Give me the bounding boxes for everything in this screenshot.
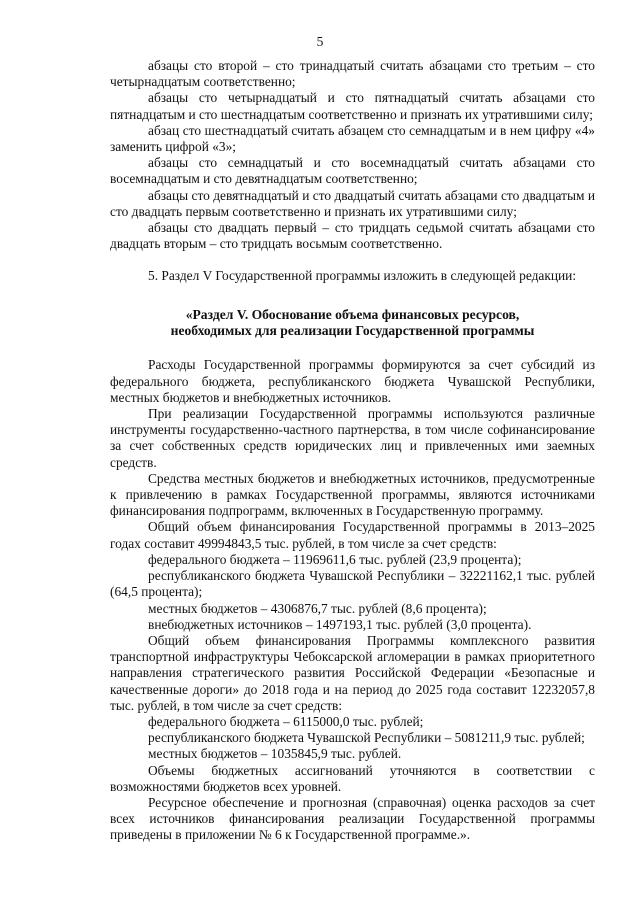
paragraph: Средства местных бюджетов и внебюджетных источников, предусмотренные к привлечению в рамках Государственной программы, являются источниками финансирования подпрограмм, включенных в Государственную программу. bbox=[110, 470, 595, 519]
paragraph: абзацы сто семнадцатый и сто восемнадцатый считать абзацами сто восемнадцатым и сто девятнадцатым соответственно; bbox=[110, 155, 595, 187]
funding-line: республиканского бюджета Чувашской Республики – 32221162,1 тыс. рублей (64,5 процента); bbox=[110, 568, 595, 600]
funding-line: республиканского бюджета Чувашской Республики – 5081211,9 тыс. рублей; bbox=[148, 730, 585, 746]
funding-line: федерального бюджета – 11969611,6 тыс. рублей (23,9 процента); bbox=[148, 551, 522, 567]
paragraph: Общий объем финансирования Программы комплексного развития транспортной инфраструктуры Чебоксарской агломерации в рамках приоритетного направления стратегического развития Российской Федерации «Безопасные и качественные дороги» до 2018 года и на период до 2025 года составит 12232057,8 тыс. рублей, в том числе за счет средств: bbox=[110, 632, 595, 713]
funding-line: федерального бюджета – 6115000,0 тыс. рублей; bbox=[148, 713, 424, 729]
paragraph: Общий объем финансирования Государственной программы в 2013–2025 годах составит 49994843,5 тыс. рублей, в том числе за счет средств: bbox=[110, 519, 595, 551]
section-heading-line-2: необходимых для реализации Государственной программы bbox=[170, 323, 535, 339]
section-heading bbox=[110, 307, 595, 340]
page-number: 5 bbox=[316, 34, 324, 49]
item-5-paragraph: 5. Раздел V Государственной программы изложить в следующей редакции: bbox=[148, 268, 577, 284]
funding-line: местных бюджетов – 4306876,7 тыс. рублей (8,6 процента); bbox=[148, 600, 487, 616]
paragraph: При реализации Государственной программы используются различные инструменты государственно-частного партнерства, в том числе софинансирование за счет собственных средств юридических лиц и привлеченных ими заемных средств. bbox=[110, 406, 595, 470]
paragraph: Ресурсное обеспечение и прогнозная (справочная) оценка расходов за счет всех источников финансирования реализации Государственной программы приведены в приложении № 6 к Государственной программе.». bbox=[110, 794, 595, 843]
paragraph: абзацы сто четырнадцатый и сто пятнадцатый считать абзацами сто пятнадцатым и сто шестнадцатым соответственно и признать их утратившими силу; bbox=[110, 90, 595, 122]
section-heading-line-1: «Раздел V. Обоснование объема финансовых ресурсов, bbox=[185, 306, 520, 322]
paragraph: абзац сто шестнадцатый считать абзацем сто семнадцатым и в нем цифру «4» заменить цифрой «3»; bbox=[110, 122, 595, 155]
paragraph: абзацы сто двадцать первый – сто тридцать седьмой считать абзацами сто двадцать вторым – сто тридцать восьмым соответственно. bbox=[110, 220, 595, 252]
paragraph: абзацы сто девятнадцатый и сто двадцатый считать абзацами сто двадцатым и сто двадцать первым соответственно и признать их утратившими силу; bbox=[110, 187, 595, 219]
document-body bbox=[110, 58, 595, 844]
funding-line: внебюджетных источников – 1497193,1 тыс. рублей (3,0 процента). bbox=[148, 616, 532, 632]
paragraph: Объемы бюджетных ассигнований уточняются в соответствии с возможностями бюджетов всех уровней. bbox=[110, 762, 595, 794]
paragraph: абзацы сто второй – сто тринадцатый считать абзацами сто третьим – сто четырнадцатым соответственно; bbox=[110, 58, 595, 90]
paragraph: Расходы Государственной программы формируются за счет субсидий из федерального бюджета, республиканского бюджета Чувашской Республики, местных бюджетов и внебюджетных источников. bbox=[110, 357, 595, 405]
funding-line: местных бюджетов – 1035845,9 тыс. рублей. bbox=[148, 746, 402, 762]
